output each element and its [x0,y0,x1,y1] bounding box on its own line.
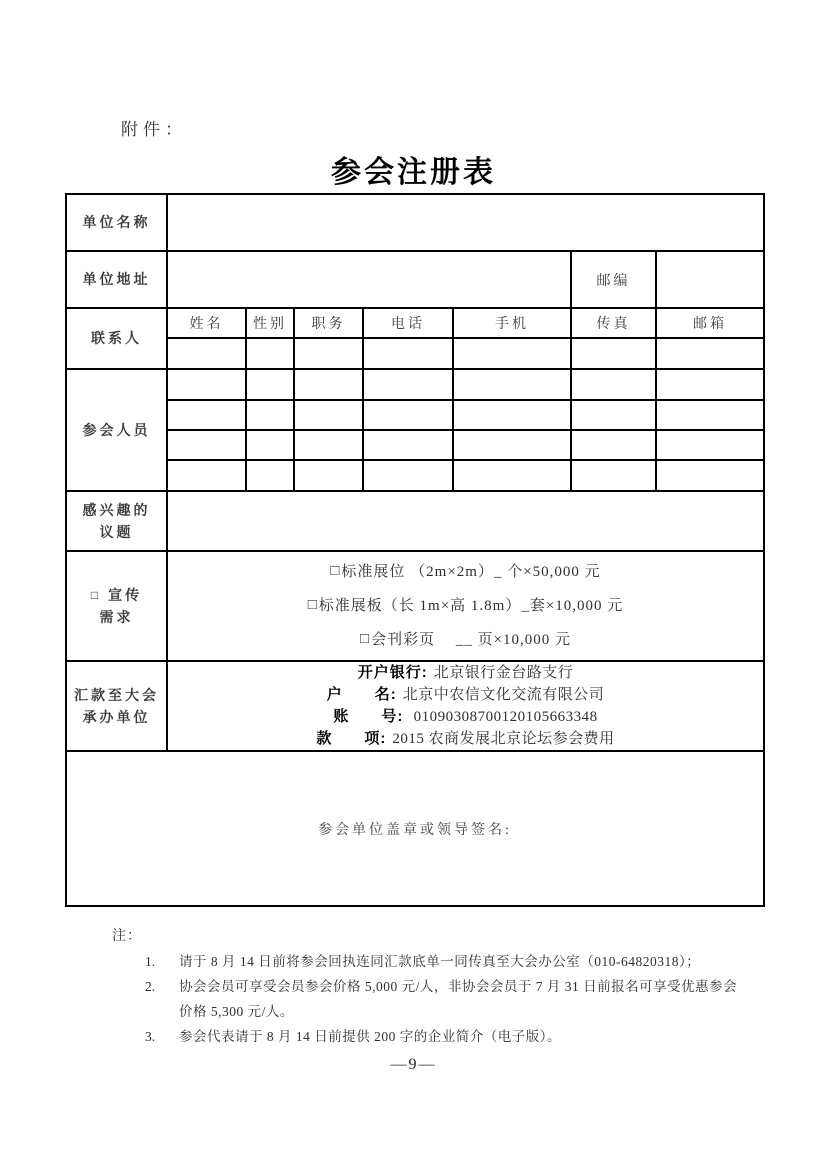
account-number-line: 账 号: 01090308700120105663348 [333,708,598,725]
attendee-cell [571,369,656,400]
contact-input-cell [656,338,764,369]
attendee-row [66,460,764,491]
checkbox-icon: □ [330,563,341,579]
contact-input-cell [167,338,246,369]
topics-row [66,491,764,551]
attendee-cell [246,400,294,430]
attendee-cell [453,400,571,430]
contact-col-name: 姓名 [167,308,246,338]
attendee-cell [167,430,246,460]
contact-input-cell [246,338,294,369]
bank-line: 开户银行: 北京银行金台路支行 [357,664,574,681]
contact-input-cell [571,338,656,369]
postal-code-input-cell [656,251,764,308]
payment-item-line: 款 项: 2015 农商发展北京论坛参会费用 [316,730,615,747]
note-text: 请于 8 月 14 日前将参会回执连同汇款底单一同传真至大会办公室（010-64820318）； [179,954,701,969]
remittance-details-cell [167,661,764,751]
attendee-cell [246,460,294,491]
attendee-cell [453,430,571,460]
note-text: 协会会员可享受会员参会价格 5,000 元/人，非协会会员于 7 月 31 日前报名可享受优惠参会价格 5,300 元/人。 [179,979,738,1019]
note-item [112,949,740,974]
unit-name-row [66,194,764,251]
attendee-cell [294,430,363,460]
account-name-line: 户 名: 北京中农信文化交流有限公司 [326,686,605,703]
attendee-cell [363,430,453,460]
signature-label: 参会单位盖章或领导签名: [318,822,512,838]
unit-address-label: 单位地址 [66,251,167,308]
note-number: 2. [145,979,156,994]
attendee-cell [363,369,453,400]
unit-address-row [66,251,764,308]
publicity-option-board: □标准展板（长 1m×高 1.8m）_套×10,000 元 [168,589,763,623]
note-item [112,974,740,1024]
postal-code-label: 邮编 [571,251,656,308]
attendee-cell [571,430,656,460]
notes-section [112,924,740,1049]
attendee-cell [656,460,764,491]
notes-heading: 注： [112,929,142,944]
unit-name-input-cell [167,194,764,251]
attachment-label: 附件： [121,120,187,139]
attendee-row [66,369,764,400]
attendee-cell [656,400,764,430]
contact-input-cell [294,338,363,369]
contact-input-cell [363,338,453,369]
attendee-cell [167,460,246,491]
topics-input-cell [167,491,764,551]
note-number: 1. [145,954,156,969]
remittance-label: 汇款至大会 承办单位 [66,661,167,751]
contact-label: 联系人 [66,308,167,369]
registration-form-table [65,193,765,907]
attendee-cell [246,369,294,400]
attendee-row [66,430,764,460]
note-item [112,1024,740,1049]
contact-col-email: 邮箱 [656,308,764,338]
publicity-option-color-page: □会刊彩页 __ 页×10,000 元 [168,623,763,657]
attendee-cell [294,460,363,491]
attendee-cell [571,400,656,430]
attendee-cell [571,460,656,491]
page-number: —9— [390,1056,437,1073]
attendee-cell [167,369,246,400]
contact-col-gender: 性别 [246,308,294,338]
attendee-cell [363,460,453,491]
checkbox-icon: □ [90,587,102,602]
signature-cell [66,751,764,906]
contact-col-phone: 电话 [363,308,453,338]
unit-address-input-cell [167,251,571,308]
contact-col-position: 职务 [294,308,363,338]
contact-header-row [66,308,764,338]
signature-row [66,751,764,906]
contact-col-mobile: 手机 [453,308,571,338]
attendee-row [66,400,764,430]
attendee-cell [167,400,246,430]
checkbox-icon: □ [360,631,371,647]
attendee-cell [363,400,453,430]
topics-label: 感兴趣的 议题 [66,491,167,551]
publicity-row [66,551,764,661]
attendees-label: 参会人员 [66,369,167,491]
attendee-cell [656,430,764,460]
attendee-cell [294,369,363,400]
contact-input-row [66,338,764,369]
attendee-cell [656,369,764,400]
publicity-label: □ 宣传 需求 [66,551,167,661]
contact-col-fax: 传真 [571,308,656,338]
remittance-row [66,661,764,751]
attendee-cell [453,369,571,400]
page-title: 参会注册表 [331,156,496,189]
publicity-options-cell [167,551,764,661]
attendee-cell [294,400,363,430]
note-text: 参会代表请于 8 月 14 日前提供 200 字的企业简介（电子版）。 [179,1029,561,1044]
checkbox-icon: □ [307,597,318,613]
attendee-cell [453,460,571,491]
attendee-cell [246,430,294,460]
unit-name-label: 单位名称 [66,194,167,251]
publicity-option-booth: □标准展位 （2m×2m）_ 个×50,000 元 [168,555,763,589]
note-number: 3. [145,1029,156,1044]
contact-input-cell [453,338,571,369]
